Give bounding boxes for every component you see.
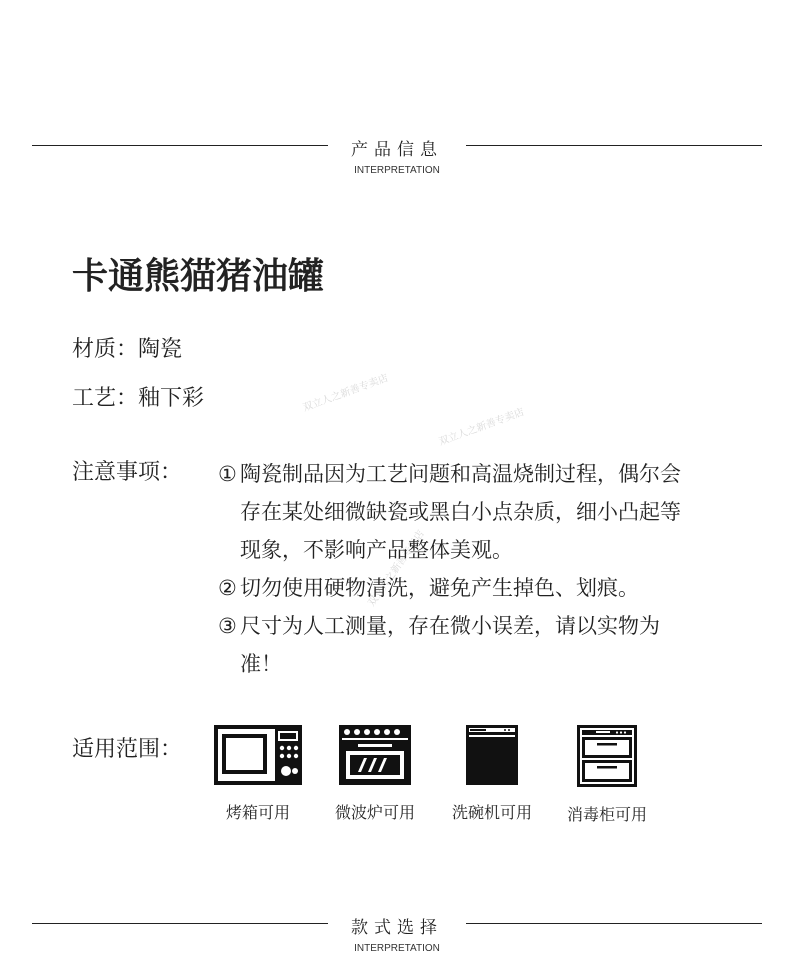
usage-item-label: 烤箱可用 bbox=[225, 803, 290, 822]
usage-item-label: 洗碗机可用 bbox=[451, 803, 532, 822]
usage-item bbox=[437, 724, 547, 823]
oven-icon bbox=[338, 724, 412, 786]
microwave-icon bbox=[213, 724, 303, 786]
watermark: 双立人之新善专卖店 bbox=[437, 406, 526, 448]
note-text: 尺寸为人工测量，存在微小误差，请以实物为准！ bbox=[240, 614, 660, 676]
watermark: 双立人之新善专卖店 bbox=[366, 528, 427, 609]
divider-line-left bbox=[32, 145, 328, 146]
usage-item bbox=[203, 724, 313, 823]
divider-line-right bbox=[466, 145, 762, 146]
usage-item-label: 微波炉可用 bbox=[334, 803, 415, 822]
product-title: 卡通熊猫猪油罐 bbox=[72, 256, 325, 297]
section-subtitle: INTERPRETATION bbox=[354, 165, 440, 176]
usage-item bbox=[320, 724, 430, 823]
note-item bbox=[218, 455, 688, 569]
section-title: 款式选择 bbox=[351, 918, 443, 938]
note-text: 切勿使用硬物清洗，避免产生掉色、划痕。 bbox=[240, 576, 639, 600]
notes-list bbox=[218, 455, 688, 683]
dishwasher-icon bbox=[465, 724, 519, 786]
watermark: 双立人之新善专卖店 bbox=[301, 372, 390, 414]
section-subtitle: INTERPRETATION bbox=[354, 943, 440, 954]
sterilizer-cabinet-icon bbox=[576, 724, 638, 788]
note-text: 陶瓷制品因为工艺问题和高温烧制过程，偶尔会存在某处细微缺瓷或黑白小点杂质，细小凸起等现象，不影响产品整体美观。 bbox=[240, 462, 681, 562]
note-item bbox=[218, 569, 688, 607]
craft-line: 工艺：釉下彩 bbox=[72, 386, 205, 411]
divider-line-left bbox=[32, 923, 328, 924]
material-line: 材质：陶瓷 bbox=[72, 337, 183, 362]
note-number: ③ bbox=[218, 614, 237, 638]
note-item bbox=[218, 607, 688, 683]
usage-label: 适用范围： bbox=[72, 737, 183, 762]
note-number: ② bbox=[218, 576, 237, 600]
notes-label: 注意事项： bbox=[72, 460, 183, 485]
usage-item bbox=[552, 724, 662, 825]
note-number: ① bbox=[218, 462, 237, 486]
section-title: 产品信息 bbox=[351, 140, 443, 160]
section-header-product-info bbox=[0, 140, 790, 195]
usage-item-label: 消毒柜可用 bbox=[566, 805, 647, 824]
section-header-style-selection bbox=[0, 918, 790, 973]
divider-line-right bbox=[466, 923, 762, 924]
